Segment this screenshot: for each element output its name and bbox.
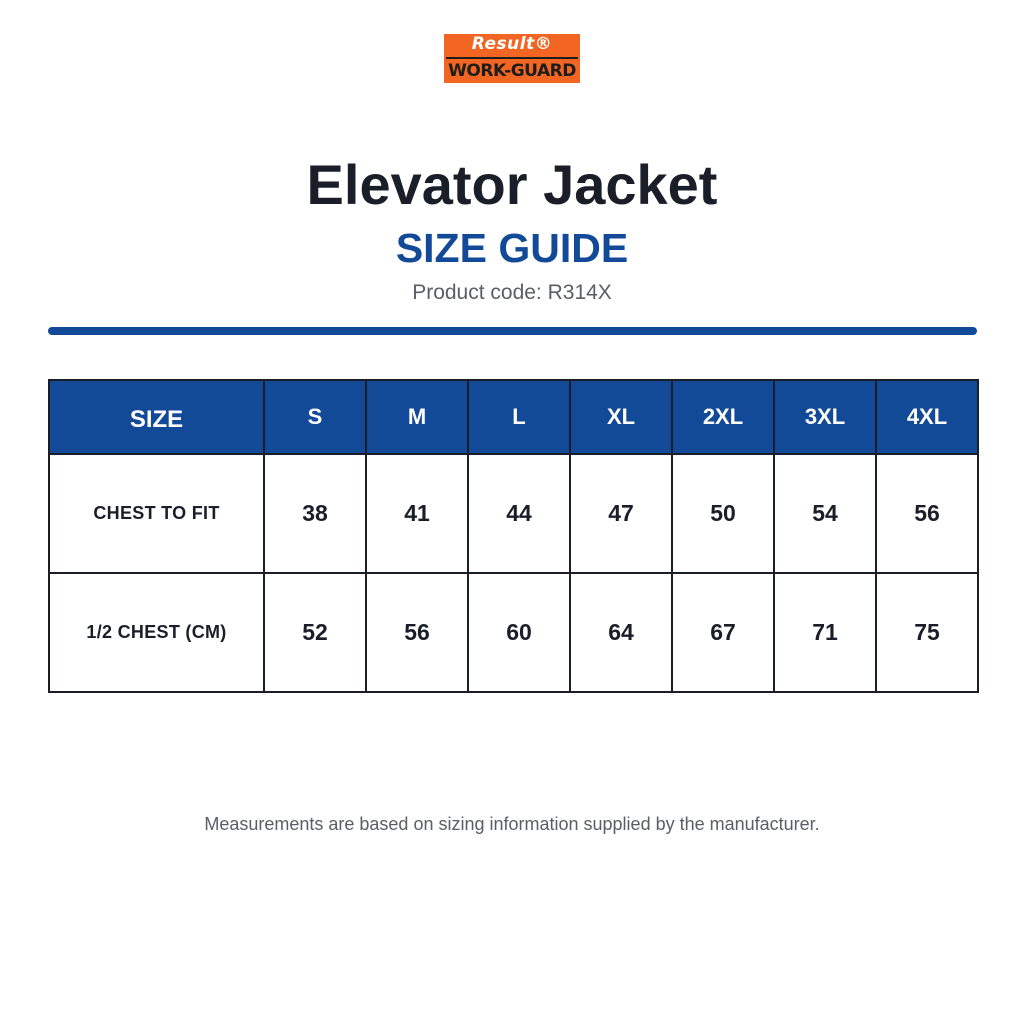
table-cell: 75 (876, 573, 978, 692)
logo-divider (446, 57, 578, 59)
size-guide-heading: SIZE GUIDE (395, 225, 629, 271)
product-code: Product code: R314X (412, 281, 612, 304)
header-cell: 4XL (876, 380, 978, 454)
table-cell: 50 (672, 454, 774, 573)
brand-logo (444, 34, 580, 83)
table-header-row (49, 380, 978, 454)
footnote: Measurements are based on sizing information supplied by the manufacturer. (204, 814, 820, 834)
header-cell: XL (570, 380, 672, 454)
table-cell: 64 (570, 573, 672, 692)
size-table (48, 379, 979, 693)
logo-workguard-text: WORK-GUARD (448, 61, 576, 81)
table-cell: 71 (774, 573, 876, 692)
header-cell: 3XL (774, 380, 876, 454)
table-cell: 54 (774, 454, 876, 573)
logo-result-text: Result® (471, 34, 553, 54)
table-cell: 52 (264, 573, 366, 692)
table-cell: 60 (468, 573, 570, 692)
table-cell: 38 (264, 454, 366, 573)
header-cell: M (366, 380, 468, 454)
table-cell: 56 (876, 454, 978, 573)
table-cell: 41 (366, 454, 468, 573)
row-label: 1/2 CHEST (CM) (49, 573, 264, 692)
header-cell: 2XL (672, 380, 774, 454)
table-cell: 44 (468, 454, 570, 573)
table-cell: 47 (570, 454, 672, 573)
header-cell-size: SIZE (49, 380, 264, 454)
header-cell: L (468, 380, 570, 454)
table-row (49, 454, 978, 573)
table-cell: 56 (366, 573, 468, 692)
table-row (49, 573, 978, 692)
table-cell: 67 (672, 573, 774, 692)
row-label: CHEST TO FIT (49, 454, 264, 573)
product-title: Elevator Jacket (306, 153, 718, 216)
header-divider (48, 327, 977, 335)
header-cell: S (264, 380, 366, 454)
